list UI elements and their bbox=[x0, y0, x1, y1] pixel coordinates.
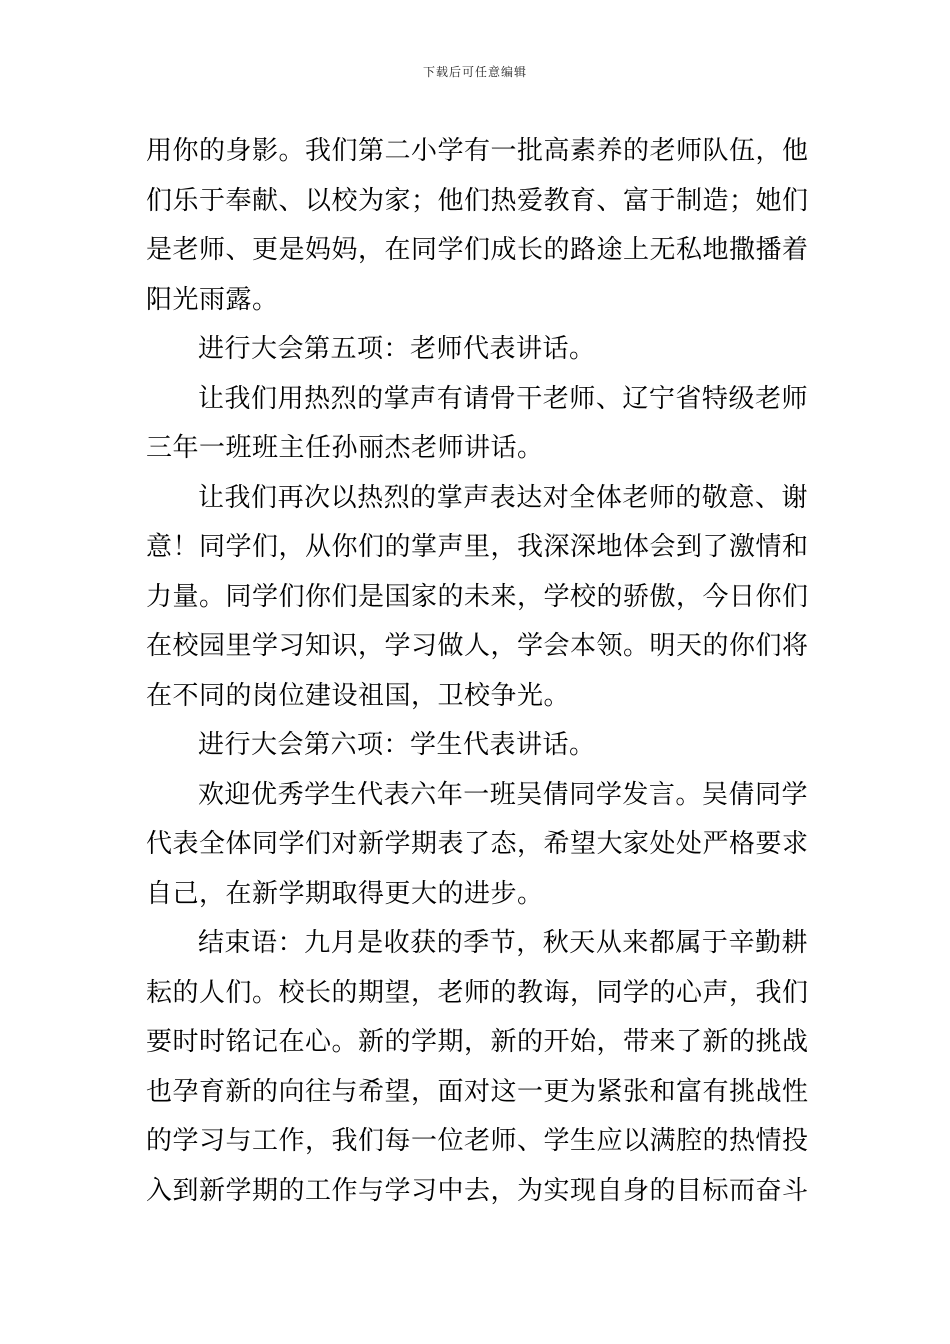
text-line: 进行大会第五项：老师代表讲话。 bbox=[198, 334, 596, 364]
text-line: 耘的人们。校长的期望，老师的教诲，同学的心声，我们 bbox=[146, 977, 809, 1008]
text-line: 自己，在新学期取得更大的进步。 bbox=[146, 878, 544, 909]
text-line: 结束语：九月是收获的季节，秋天从来都属于辛勤耕 bbox=[198, 928, 808, 958]
text-line: 们乐于奉献、以校为家；他们热爱教育、富于制造；她们 bbox=[146, 185, 809, 216]
text-line: 意！同学们，从你们的掌声里，我深深地体会到了激情和 bbox=[146, 532, 809, 562]
text-line: 是老师、更是妈妈，在同学们成长的路途上无私地撒播着 bbox=[146, 235, 809, 265]
text-line: 让我们用热烈的掌声有请骨干老师、辽宁省特级老师 bbox=[198, 383, 808, 414]
text-line: 的学习与工作，我们每一位老师、学生应以满腔的热情投 bbox=[146, 1126, 809, 1156]
text-line: 代表全体同学们对新学期表了态，希望大家处处严格要求 bbox=[146, 829, 809, 859]
text-line: 在不同的岗位建设祖国，卫校争光。 bbox=[146, 680, 571, 711]
text-line: 在校园里学习知识，学习做人，学会本领。明天的你们将 bbox=[146, 631, 809, 661]
text-line: 欢迎优秀学生代表六年一班吴倩同学发言。吴倩同学 bbox=[198, 779, 808, 810]
document-body bbox=[146, 127, 808, 1216]
text-line: 要时时铭记在心。新的学期，新的开始，带来了新的挑战 bbox=[146, 1027, 809, 1057]
page-header-note: 下载后可任意编辑 bbox=[422, 65, 527, 79]
text-line: 入到新学期的工作与学习中去，为实现自身的目标而奋斗 bbox=[146, 1175, 809, 1206]
text-line: 阳光雨露。 bbox=[146, 284, 279, 315]
text-line: 用你的身影。我们第二小学有一批高素养的老师队伍，他 bbox=[146, 136, 809, 166]
text-line: 让我们再次以热烈的掌声表达对全体老师的敬意、谢 bbox=[198, 482, 808, 513]
text-line: 力量。同学们你们是国家的未来，学校的骄傲，今日你们 bbox=[146, 581, 809, 612]
text-line: 进行大会第六项：学生代表讲话。 bbox=[198, 730, 596, 760]
text-line: 也孕育新的向往与希望，面对这一更为紧张和富有挑战性 bbox=[146, 1076, 809, 1107]
text-line: 三年一班班主任孙丽杰老师讲话。 bbox=[146, 433, 544, 463]
